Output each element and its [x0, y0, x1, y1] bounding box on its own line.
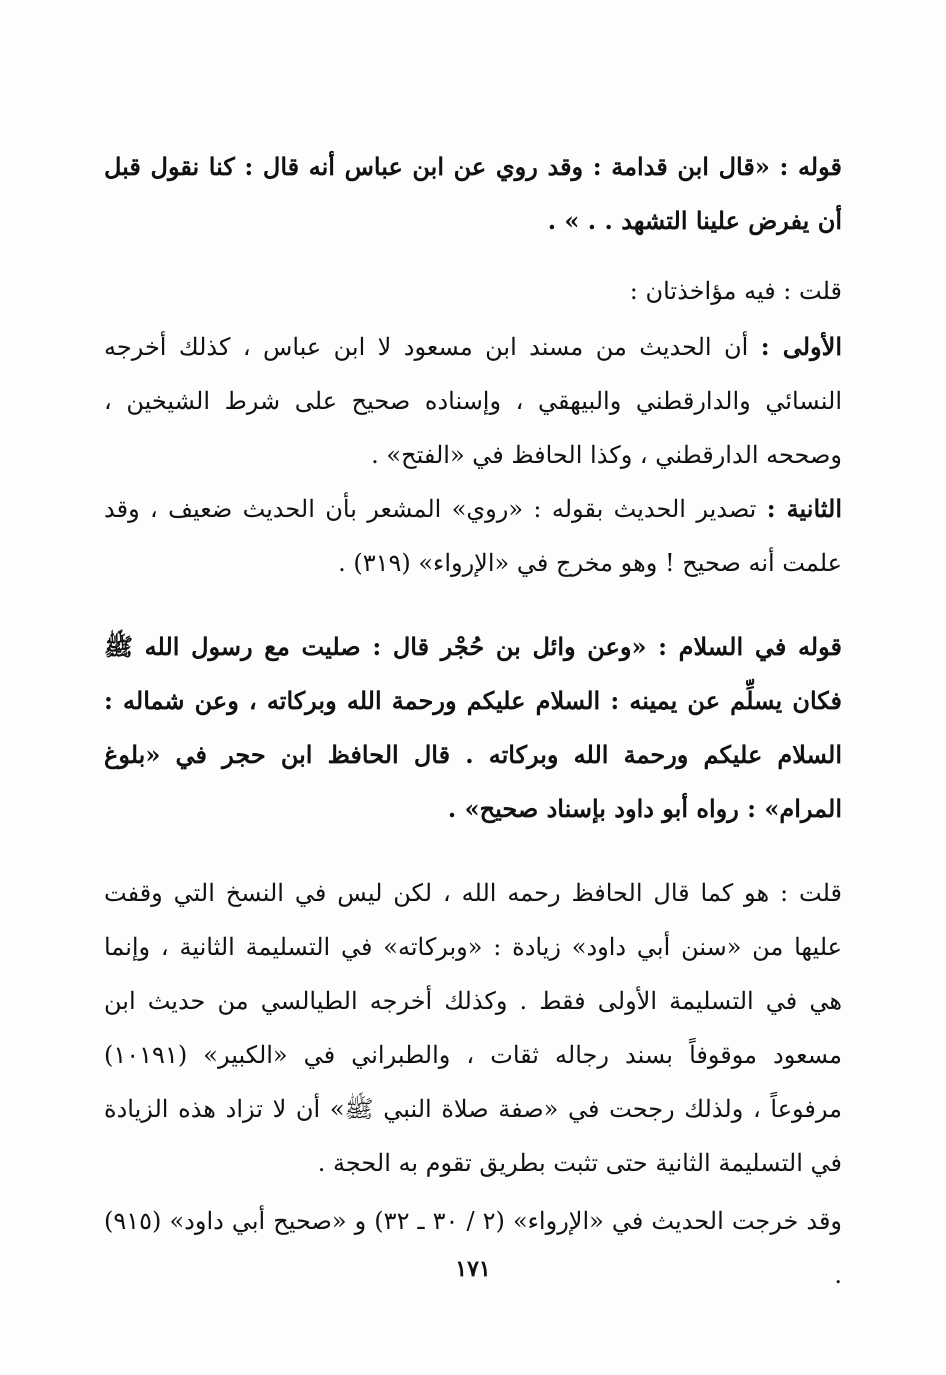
first-objection: [104, 320, 842, 482]
second-objection: [104, 482, 842, 590]
paragraph-lead: الأولى :: [760, 332, 842, 361]
quote-ibn-qudama: [104, 140, 842, 248]
remark-two-objections: [104, 264, 842, 318]
remark-salam-addition: [104, 866, 842, 1190]
takhrij-note: [104, 1194, 842, 1302]
paragraph-text: قوله : «قال ابن قدامة : وقد روي عن ابن عباس أنه قال : كنا نقول قبل أن يفرض علينا التشهد . . » .: [104, 152, 842, 235]
paragraph-text: وقد خرجت الحديث في «الإرواء» (٢ / ٣٠ ـ ٣٢) و «صحيح أبي داود» (٩١٥) .: [104, 1207, 843, 1289]
page-body: [104, 140, 842, 1302]
paragraph-text: قلت : هو كما قال الحافظ رحمه الله ، لكن ليس في النسخ التي وقفت عليها من «سنن أبي داود» زيادة : «وبركاته» في التسليمة الثانية ، وإنما هي في التسليمة الأولى فقط . وكذلك أخرجه الطيالسي من حديث ابن مسعود موقوفاً بسند رجاله ثقات ، والطبراني في «الكبير» (١٠١٩١) مرفوعاً ، ولذلك رجحت في «صفة صلاة النبي ﷺ» أن لا تزاد هذه الزيادة في التسليمة الثانية حتى تثبت بطريق تقوم به الحجة .: [104, 879, 842, 1177]
page-number: ١٧١: [455, 1256, 491, 1282]
paragraph-text: أن الحديث من مسند ابن مسعود لا ابن عباس ، كذلك أخرجه النسائي والدارقطني والبيهقي ، وإسناده صحيح على شرط الشيخين ، وصححه الدارقطني ، وكذا الحافظ في «الفتح» .: [104, 333, 842, 469]
paragraph-text: قلت : فيه مؤاخذتان :: [629, 277, 842, 305]
paragraph-text: قوله في السلام : «وعن وائل بن حُجْر قال : صليت مع رسول الله ﷺ فكان يسلِّم عن يمينه : السلام عليكم ورحمة الله وبركاته ، وعن شماله : السلام عليكم ورحمة الله وبركاته . قال الحافظ ابن حجر في «بلوغ المرام» : رواه أبو داود بإسناد صحيح» .: [104, 632, 842, 823]
quote-wail-ibn-hujr: [104, 620, 842, 836]
paragraph-text: تصدير الحديث بقوله : «روي» المشعر بأن الحديث ضعيف ، وقد علمت أنه صحيح ! وهو مخرج في «الإرواء» (٣١٩) .: [104, 495, 842, 577]
paragraph-lead: الثانية :: [766, 494, 843, 523]
